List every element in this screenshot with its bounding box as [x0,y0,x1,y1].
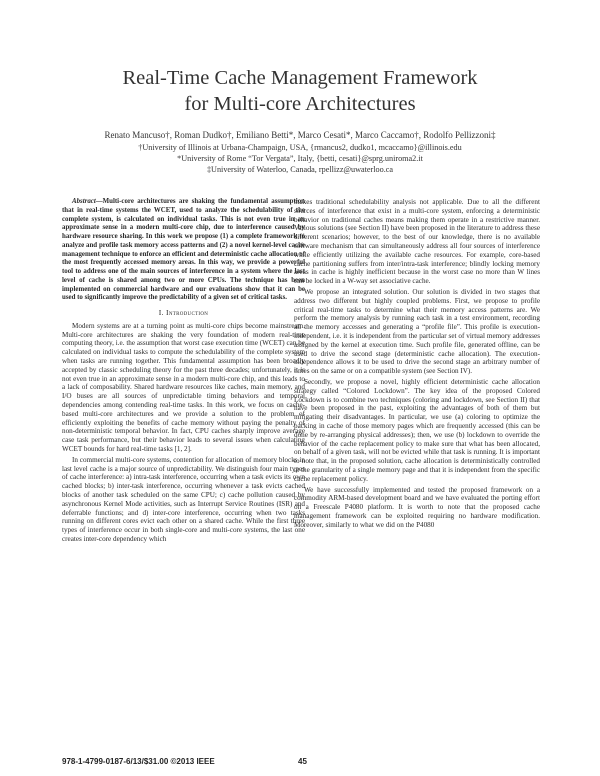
author-list: Renato Mancuso†, Roman Dudko†, Emiliano Betti*, Marco Cesati*, Marco Caccamo†, Rodolfo Pellizzoni‡ [104,130,496,140]
intro-paragraph-1: Modern systems are at a turning point as multi-core chips become mainstream. Multi-core architectures are shaking the very foundation of modern real-time computing theory, i.e. the assumption that worst case execution time (WCET) can be calculated on individual tasks to compute the schedulability of the complete system when tasks are running together. This fundamental assumption has been broadly accepted by classic scheduling theory for the past three decades; unfortunately, it is not even true in an approximate sense in a modern multi-core chip, and this leads to a lack of composability. Shared hardware resources like caches, main memory, and I/O buses are all sources of unpredictable timing behaviors and temporal dependencies among contending real-time tasks. In this work, we focus on cache-based multi-core architectures and we provide a solution to the problem of efficiently exploiting the benefits of cache memory without paying the penalty of non-deterministic temporal behavior. In fact, CPU caches sharply improve average case task performance, but their behavior leads to several issues when calculating WCET bounds for hard real-time tasks [1, 2]. [62,321,305,453]
affiliation-uiuc: †University of Illinois at Urbana-Champaign, USA, {rmancus2, dudko1, mcaccamo}@illinois.edu [138,142,462,152]
abstract-text: —Multi-core architectures are shaking the fundamental assumption that in real-time systems the WCET, used to analyze the schedulability of the complete system, is calculated on individual tasks. This is not even true in an approximate sense in a modern multi-core chip, due to interference caused by hardware resource sharing. In this work we propose (1) a complete framework to analyze and profile task memory access patterns and (2) a novel kernel-level cache management technique to enforce an efficient and deterministic cache allocation of the most frequently accessed memory areas. In this way, we provide a powerful tool to address one of the main sources of interference in a system where the last level of cache is shared among two or more CPUs. The technique has been implemented on commercial hardware and our evaluations show that it can be used to significantly improve the predictability of a given set of critical tasks. [62,198,305,302]
right-column [294,198,540,529]
intro-paragraph-4: We propose an integrated solution. Our solution is divided in two stages that address two different but highly coupled problems. First, we propose to profile critical real-time tasks to determine what their memory access patterns are. We perform the memory analysis by running each task in a test environment, recording all the memory accesses and generating a “profile file”. This profile is execution-independent, i.e. it is independent from the particular set of virtual memory addresses assigned by the kernel at execution time. Such profile file, generated offline, can be used to drive the second stage (deterministic cache allocation). The execution-independence allows it to be used to drive the second stage an arbitrary number of times on the same or on a compatible system (see Section IV). [294,287,540,376]
intro-paragraph-2: In commercial multi-core systems, contention for allocation of memory blocks in last level cache is a major source of unpredictability. We distinguish four main types of cache interference: a) intra-task interference, occurring when a task evicts its own cached blocks; b) inter-task interference, occurring whenever a task evicts cached blocks of another task scheduled on the same CPU; c) cache pollution caused by asynchronous Kernel Mode activities, such as Interrupt Service Routines (ISR) and deferrable functions; and d) inter-core interference, occurring when two tasks running on different cores evict each other on a shared cache. While the first three types of interference occur in both single-core and multi-core systems, the last one creates inter-core dependency which [62,455,305,543]
abstract-label: Abstract [72,198,96,205]
paper-title-line-1: Real-Time Cache Management Framework [122,67,478,89]
footer-copyright: 978-1-4799-0187-6/13/$31.00 ©2013 IEEE [62,757,215,766]
intro-paragraph-3: makes traditional schedulability analysis not applicable. Due to all the different sources of interference that exist in a multi-core system, enforcing a deterministic behavior on traditional caches means making them operate in a restrictive manner. Various solutions (see Section II) have been proposed in the literature to address these different scenarios; however, to the best of our knowledge, there is no available software mechanism that can simultaneously address all four sources of interference while efficiently utilizing the available cache resources. For example, core-based cache partitioning suffers from inter/intra-task interference; blindly locking memory areas in cache is highly inefficient because in the worst case no more than W lines can be locked in a W-way set associative cache. [294,198,540,286]
affiliation-waterloo: ‡University of Waterloo, Canada, rpellizz@uwaterloo.ca [206,164,394,174]
affiliation-rome: *University of Rome “Tor Vergata”, Italy, {betti, cesati}@sprg.uniroma2.it [177,153,423,163]
left-column [62,198,305,544]
section-number: I. [158,308,164,317]
paper-title-line-2: for Multi-core Architectures [184,93,416,115]
page-number: 45 [298,757,307,766]
abstract [62,198,305,303]
section-title: Introduction [165,308,209,317]
intro-paragraph-5: Secondly, we propose a novel, highly efficient deterministic cache allocation strategy called “Colored Lockdown”. The key idea of the proposed Colored Lockdown is to combine two techniques (coloring and lockdown, see Section II) that have been proposed in the past, exploiting the advantages of both of them but mitigating their disadvantages. In particular, we use (a) coloring to optimize the packing in cache of those memory pages which are frequently accessed (this can be done by re-arranging physical addresses); then, we use (b) lockdown to override the behavior of the cache replacement policy to make sure that what has been allocated, on behalf of a given task, will not be evicted while that task is running. It is important to note that, in the proposed solution, cache allocation is deterministically controlled at the granularity of a single memory page and that it is independent from the specific cache replacement policy. [294,377,540,483]
intro-paragraph-6: We have successfully implemented and tested the proposed framework on a commodity ARM-based development board and we have evaluated the porting effort on a Freescale P4080 platform. It is worth to note that the proposed cache management framework can be exploited requiring no hardware modification. Moreover, similarly to what we did on the P4080 [294,485,540,529]
section-heading-introduction [62,309,305,318]
